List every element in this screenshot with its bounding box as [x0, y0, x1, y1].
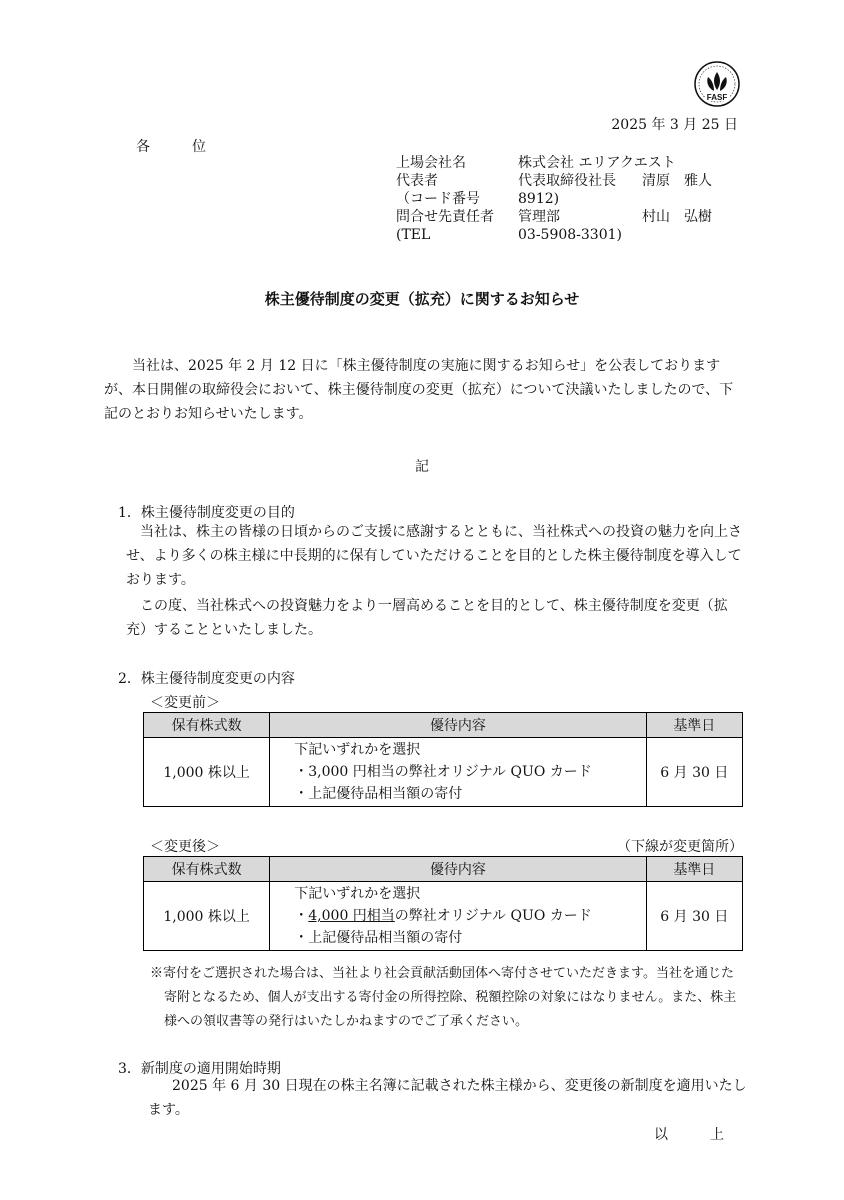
company-value: 株式会社 エリアクエスト — [518, 155, 676, 171]
header-shares: 保有株式数 — [144, 857, 270, 882]
table-header-row — [144, 857, 743, 882]
ki-heading: 記 — [415, 459, 429, 475]
fasf-logo — [693, 60, 741, 108]
closing-mark: 以 上 — [654, 1127, 738, 1143]
after-label: ＜変更後＞ — [150, 839, 220, 855]
cell-record-date: 6 月 30 日 — [646, 738, 742, 807]
underline-note: （下線が変更箇所） — [617, 839, 743, 855]
donation-footnote — [150, 962, 750, 1034]
company-value: 03-5908-3301) — [518, 227, 622, 243]
company-label: (TEL — [396, 227, 431, 243]
section2-heading: 2．株主優待制度変更の内容 — [118, 671, 295, 687]
company-value: 管理部 — [518, 209, 560, 225]
section1-p2-text: この度、当社株式への投資魅力をより一層高めることを目的として、株主優待制度を変更（拡充）することといたしました。 — [126, 598, 728, 638]
section3-text: 2025 年 6 月 30 日現在の株主名簿に記載された株主様から、変更後の新制度を適用いたします。 — [148, 1078, 747, 1118]
content-line: 下記いずれかを選択 — [294, 886, 421, 902]
content-line: ・上記優待品相当額の寄付 — [294, 930, 463, 946]
section1-heading: 1．株主優待制度変更の目的 — [118, 505, 295, 521]
cell-shares: 1,000 株以上 — [144, 738, 270, 807]
addressee: 各 位 — [136, 139, 220, 155]
footnote-line: 寄附となるため、個人が支出する寄付金の所得控除、税額控除の対象にはなりません。また、株主 — [164, 990, 737, 1005]
cell-content — [270, 882, 646, 951]
company-label: （コード番号 — [396, 191, 480, 207]
section1-p1-text: 当社は、株主の皆様の日頃からのご支援に感謝するとともに、当社株式への投資の魅力を向上させ、より多くの株主様に中長期的に保有していただけることを目的とした株主優待制度を導入しております。 — [126, 524, 742, 588]
header-content: 優待内容 — [270, 713, 646, 738]
company-label: 代表者 — [396, 173, 438, 189]
header-content: 優待内容 — [270, 857, 646, 882]
cell-shares: 1,000 株以上 — [144, 882, 270, 951]
section1-paragraph1 — [126, 520, 746, 592]
document-title: 株主優待制度の変更（拡充）に関するお知らせ — [264, 290, 580, 308]
company-label: 上場会社名 — [396, 155, 466, 171]
section3-heading: 3．新制度の適用開始時期 — [118, 1061, 281, 1077]
content-line — [294, 905, 645, 927]
bullet: ・ — [294, 908, 309, 924]
before-label: ＜変更前＞ — [150, 695, 220, 711]
intro-paragraph — [104, 354, 744, 426]
content-line: ・3,000 円相当の弊社オリジナル QUO カード — [294, 764, 592, 780]
footnote-line: 様への領収書等の発行はいたしかねますのでご了承ください。 — [164, 1014, 529, 1029]
fasf-leaf-logo-icon — [693, 60, 741, 108]
changed-amount: 4,000 円相当 — [308, 908, 395, 924]
before-benefit-table — [143, 712, 743, 807]
company-label: 問合せ先責任者 — [396, 209, 494, 225]
document-date: 2025 年 3 月 25 日 — [611, 117, 738, 133]
section3-paragraph — [148, 1074, 748, 1122]
intro-text: 当社は、2025 年 2 月 12 日に「株主優待制度の実施に関するお知らせ」を公表しておりますが、本日開催の取締役会において、株主優待制度の変更（拡充）について決議いたしましたので、下記のとおりお知らせいたします。 — [104, 358, 734, 422]
cell-content — [270, 738, 646, 807]
representative-name: 清原 雅人 — [642, 173, 712, 189]
company-value: 8912) — [518, 191, 560, 207]
section1-paragraph2 — [126, 594, 746, 642]
table-row — [144, 882, 743, 951]
header-record-date: 基準日 — [646, 713, 742, 738]
content-line: 下記いずれかを選択 — [294, 742, 421, 758]
header-record-date: 基準日 — [646, 857, 742, 882]
content-suffix: の弊社オリジナル QUO カード — [394, 908, 592, 924]
header-shares: 保有株式数 — [144, 713, 270, 738]
table-header-row — [144, 713, 743, 738]
table-row — [144, 738, 743, 807]
svg-text:FASF: FASF — [706, 93, 728, 102]
after-benefit-table — [143, 856, 743, 951]
company-value: 代表取締役社長 — [518, 173, 616, 189]
content-line: ・上記優待品相当額の寄付 — [294, 786, 463, 802]
cell-record-date: 6 月 30 日 — [646, 882, 742, 951]
contact-name: 村山 弘樹 — [642, 209, 712, 225]
footnote-line: ※寄付をご選択された場合は、当社より社会貢献活動団体へ寄付させていただきます。当社を通じた — [150, 966, 734, 981]
